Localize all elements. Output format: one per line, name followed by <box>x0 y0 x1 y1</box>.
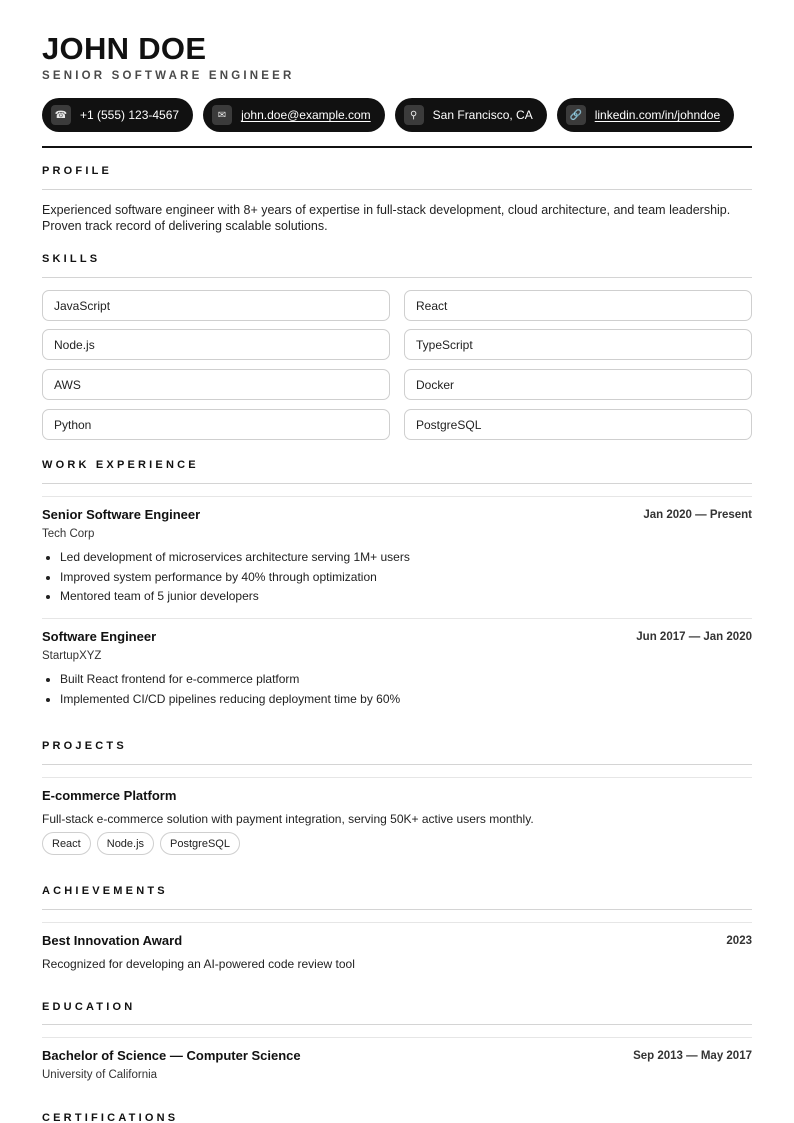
section-title-projects: PROJECTS <box>42 740 127 752</box>
section-divider <box>42 1024 752 1025</box>
job-title: Senior Software Engineer <box>42 507 201 522</box>
item-divider <box>42 777 752 778</box>
item-divider <box>42 922 752 923</box>
contact-email[interactable] <box>203 98 385 132</box>
job-company: Tech Corp <box>42 528 95 540</box>
section-title-skills: SKILLS <box>42 253 101 265</box>
achievement-year: 2023 <box>726 935 752 947</box>
achievement-description: Recognized for developing an AI-powered code review tool <box>42 957 355 971</box>
section-title-experience: WORK EXPERIENCE <box>42 459 199 471</box>
project-name: E-commerce Platform <box>42 788 177 803</box>
project-tag: Node.js <box>97 832 154 855</box>
skill-item: PostgreSQL <box>404 409 752 440</box>
contact-bar <box>42 98 734 132</box>
education-dates: Sep 2013 — May 2017 <box>633 1050 752 1062</box>
achievement-title: Best Innovation Award <box>42 933 183 948</box>
education-degree: Bachelor of Science — Computer Science <box>42 1048 301 1063</box>
job-bullet: • Built React frontend for e-commerce platform <box>60 670 400 690</box>
job-bullets <box>60 670 400 709</box>
project-tags <box>42 832 240 855</box>
project-description: Full-stack e-commerce solution with payment integration, serving 50K+ active users monthly. <box>42 812 534 826</box>
project-tag: React <box>42 832 91 855</box>
job-bullet: • Implemented CI/CD pipelines reducing deployment time by 60% <box>60 690 400 710</box>
skill-item: JavaScript <box>42 290 390 321</box>
skill-item: AWS <box>42 369 390 400</box>
contact-linkedin-link[interactable]: linkedin.com/in/johndoe <box>594 108 721 122</box>
item-divider <box>42 618 752 619</box>
job-dates: Jan 2020 — Present <box>643 509 752 521</box>
job-bullet: • Improved system performance by 40% through optimization <box>60 568 410 588</box>
contact-email-link[interactable]: john.doe@example.com <box>241 108 371 122</box>
section-divider <box>42 483 752 484</box>
item-divider <box>42 496 752 497</box>
candidate-title: SENIOR SOFTWARE ENGINEER <box>42 70 295 82</box>
skill-item: Docker <box>404 369 752 400</box>
project-tag: PostgreSQL <box>160 832 240 855</box>
job-title: Software Engineer <box>42 629 157 644</box>
section-title-education: EDUCATION <box>42 1001 136 1013</box>
header-divider <box>42 146 752 148</box>
job-bullet: • Led development of microservices architecture serving 1M+ users <box>60 548 410 568</box>
job-company: StartupXYZ <box>42 650 102 662</box>
section-title-profile: PROFILE <box>42 165 113 177</box>
job-bullets <box>60 548 410 607</box>
location-icon: ⚲ <box>404 105 424 125</box>
profile-summary: Experienced software engineer with 8+ years of expertise in full-stack development, cloud architecture, and team leadership. Proven track record of delivering scalable solutions. <box>42 203 731 233</box>
section-title-certifications: CERTIFICATIONS <box>42 1112 179 1123</box>
skill-item: React <box>404 290 752 321</box>
section-divider <box>42 189 752 190</box>
phone-icon: ☎ <box>51 105 71 125</box>
education-school: University of California <box>42 1069 158 1081</box>
job-dates: Jun 2017 — Jan 2020 <box>636 631 752 643</box>
section-divider <box>42 277 752 278</box>
contact-location <box>395 98 547 132</box>
job-bullet: • Mentored team of 5 junior developers <box>60 587 410 607</box>
item-divider <box>42 1037 752 1038</box>
section-divider <box>42 764 752 765</box>
candidate-name: JOHN DOE <box>42 31 207 66</box>
skill-item: TypeScript <box>404 329 752 360</box>
contact-linkedin[interactable] <box>557 98 734 132</box>
email-icon: ✉ <box>212 105 232 125</box>
section-divider <box>42 909 752 910</box>
contact-phone-text: +1 (555) 123-4567 <box>80 108 180 122</box>
contact-location-text: San Francisco, CA <box>432 108 533 122</box>
link-icon: 🔗 <box>566 105 586 125</box>
contact-phone[interactable] <box>42 98 193 132</box>
section-title-achievements: ACHIEVEMENTS <box>42 885 168 897</box>
skill-item: Python <box>42 409 390 440</box>
skill-item: Node.js <box>42 329 390 360</box>
